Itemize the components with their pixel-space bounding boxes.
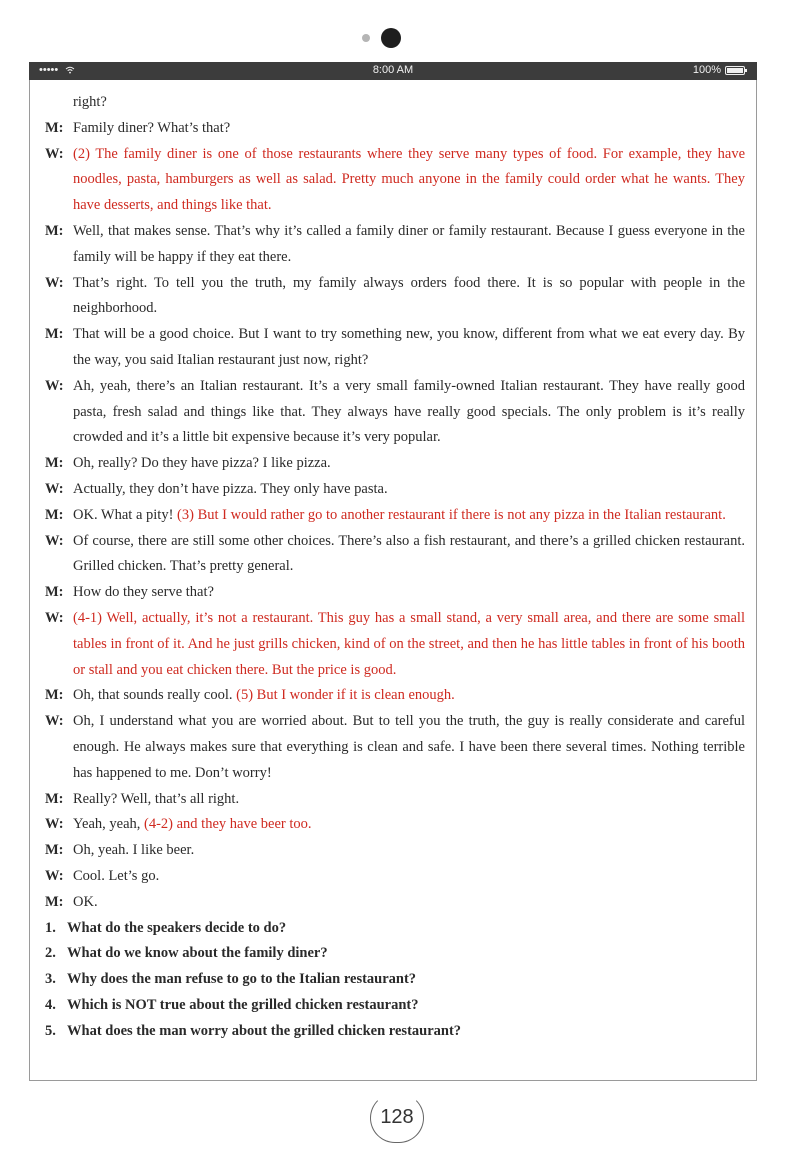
dialogue-transcript — [45, 90, 745, 1044]
dialogue-line — [45, 451, 745, 477]
question-number: 2. — [45, 945, 56, 962]
sensor-dot — [362, 34, 370, 42]
dialogue-line — [45, 529, 745, 581]
dialogue-line — [45, 606, 745, 683]
battery-icon — [725, 66, 745, 75]
speaker-label: M: — [45, 506, 64, 523]
question-text: What does the man worry about the grilled chicken restaurant? — [67, 1022, 462, 1039]
dialogue-line — [45, 864, 745, 890]
dialogue-line — [45, 477, 745, 503]
question-item — [45, 941, 745, 967]
dialogue-text: Oh, I understand what you are worried about. But to tell you the truth, the guy is really considerate and careful enough. He always makes sure that everything is clean and safe. I have been there several times. Nothing terrible has happened to me. Don’t worry! — [73, 713, 745, 781]
question-text: Why does the man refuse to go to the Italian restaurant? — [67, 971, 417, 988]
dialogue-line — [45, 838, 745, 864]
dialogue-text: Actually, they don’t have pizza. They only have pasta. — [73, 480, 388, 497]
dialogue-text: Really? Well, that’s all right. — [73, 790, 240, 807]
dialogue-line — [45, 890, 745, 916]
speaker-label: M: — [45, 842, 64, 859]
answer-highlight: (4-2) and they have beer too. — [144, 816, 312, 833]
question-text: Which is NOT true about the grilled chicken restaurant? — [67, 996, 419, 1013]
question-number: 4. — [45, 996, 56, 1013]
question-text: What do the speakers decide to do? — [67, 919, 287, 936]
speaker-label: W: — [45, 609, 64, 626]
speaker-label: W: — [45, 377, 64, 394]
dialogue-text: That will be a good choice. But I want to try something new, you know, different from what we eat every day. By the way, you said Italian restaurant just now, right? — [73, 326, 745, 368]
speaker-label: M: — [45, 455, 64, 472]
speaker-label: W: — [45, 274, 64, 291]
status-bar — [29, 62, 757, 80]
speaker-label: M: — [45, 326, 64, 343]
dialogue-line — [45, 271, 745, 323]
dialogue-line — [45, 322, 745, 374]
camera-lens — [381, 28, 401, 48]
question-item — [45, 993, 745, 1019]
dialogue-line — [45, 90, 745, 116]
dialogue-text: Oh, really? Do they have pizza? I like pizza. — [73, 455, 331, 472]
dialogue-line — [45, 580, 745, 606]
speaker-label: M: — [45, 687, 64, 704]
dialogue-text: Well, that makes sense. That’s why it’s called a family diner or family restaurant. Because I guess everyone in the family will be happy if they eat there. — [73, 222, 745, 265]
dialogue-line — [45, 219, 745, 271]
answer-highlight: (5) But I wonder if it is clean enough. — [236, 687, 455, 704]
dialogue-text: Ah, yeah, there’s an Italian restaurant. It’s a very small family-owned Italian restaurant. They have really good pasta, fresh salad and things like that. They always have really good specials. The only problem is it’s really crowded and it’s a little bit expensive because it’s very popular. — [73, 377, 745, 446]
dialogue-text: How do they serve that? — [73, 584, 214, 601]
signal-dots: ••••• — [39, 64, 59, 76]
question-item — [45, 1019, 745, 1045]
dialogue-line — [45, 709, 745, 786]
battery-percent: 100% — [692, 64, 721, 76]
speaker-label: M: — [45, 222, 64, 239]
question-item — [45, 967, 745, 993]
dialogue-line — [45, 374, 745, 451]
speaker-label: M: — [45, 584, 64, 601]
dialogue-line — [45, 503, 745, 529]
question-number: 1. — [45, 919, 56, 936]
dialogue-text: right? — [73, 94, 107, 110]
status-time: 8:00 AM — [372, 64, 414, 76]
dialogue-text: OK. What a pity! — [73, 506, 178, 523]
dialogue-text: Of course, there are still some other choices. There’s also a fish restaurant, and there’s a grilled chicken restaurant. Grilled chicken. That’s pretty general. — [73, 532, 745, 575]
answer-highlight: (3) But I would rather go to another restaurant if there is not any pizza in the Italian restaurant. — [177, 506, 726, 523]
speaker-label: W: — [45, 867, 64, 884]
dialogue-text: Yeah, yeah, — [73, 816, 145, 833]
speaker-label: W: — [45, 713, 64, 730]
dialogue-line — [45, 812, 745, 838]
speaker-label: W: — [45, 816, 64, 833]
question-item — [45, 916, 745, 942]
dialogue-line — [45, 683, 745, 709]
device-camera — [0, 28, 800, 52]
speaker-label: M: — [45, 893, 64, 910]
speaker-label: M: — [45, 790, 64, 807]
speaker-label: W: — [45, 532, 64, 549]
dialogue-text: Oh, yeah. I like beer. — [73, 842, 195, 859]
dialogue-line — [45, 142, 745, 219]
dialogue-line — [45, 787, 745, 813]
answer-highlight: (4-1) Well, actually, it’s not a restaurant. This guy has a small stand, a very small area, and there are some small tables in front of it. And he just grills chicken, kind of on the street, and then he has little tables in front of his booth or stall and you eat chicken there. But the price is good. — [73, 609, 745, 678]
page-number: 128 — [380, 1106, 414, 1128]
question-text: What do we know about the family diner? — [67, 945, 328, 962]
dialogue-text: Cool. Let’s go. — [73, 867, 160, 884]
dialogue-text: Oh, that sounds really cool. — [73, 687, 237, 704]
speaker-label: W: — [45, 480, 64, 497]
answer-highlight: (2) The family diner is one of those restaurants where they serve many types of food. For example, they have noodles, pasta, hamburgers as well as salad. Pretty much anyone in the family could order what he wants. They have desserts, and things like that. — [73, 145, 745, 214]
dialogue-line — [45, 116, 745, 142]
dialogue-text: OK. — [73, 893, 98, 910]
speaker-label: M: — [45, 119, 64, 136]
question-number: 3. — [45, 971, 56, 988]
speaker-label: W: — [45, 145, 64, 162]
battery-indicator — [693, 64, 745, 76]
question-number: 5. — [45, 1022, 56, 1039]
dialogue-text: Family diner? What’s that? — [73, 119, 231, 136]
dialogue-text: That’s right. To tell you the truth, my family always orders food there. It is so popular with people in the neighborhood. — [73, 274, 745, 317]
